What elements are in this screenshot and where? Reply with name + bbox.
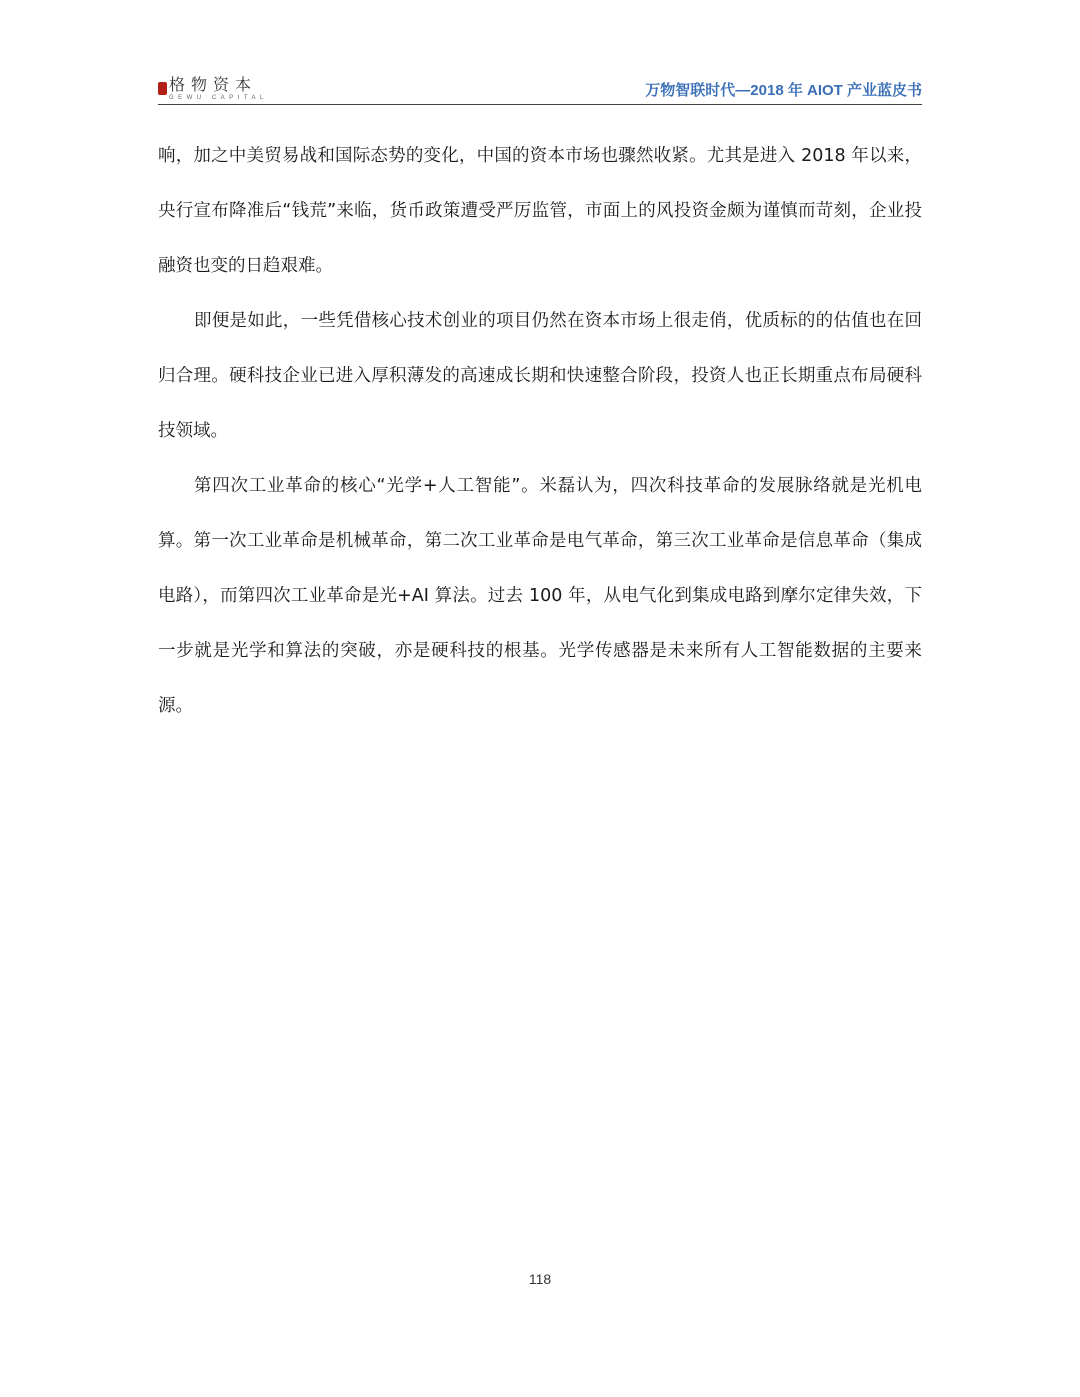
company-logo	[158, 76, 268, 102]
page-number: 118	[528, 1271, 552, 1287]
paragraph: 第四次工业革命的核心“光学+人工智能”。米磊认为，四次科技革命的发展脉络就是光机电算。第一次工业革命是机械革命，第二次工业革命是电气革命，第三次工业革命是信息革命（集成电路），而第四次工业革命是光+AI 算法。过去 100 年，从电气化到集成电路到摩尔定律失效，下一步就是光学和算法的突破，亦是硬科技的根基。光学传感器是未来所有人工智能数据的主要来源。	[158, 476, 922, 716]
logo-seal-icon	[158, 82, 167, 95]
page-header	[158, 70, 922, 105]
paragraph-continued: 响，加之中美贸易战和国际态势的变化，中国的资本市场也骤然收紧。尤其是进入 2018 年以来，央行宣布降准后“钱荒”来临，货币政策遭受严厉监管，市面上的风投资金颇为谨慎而苛刻，企业投融资也变的日趋艰难。	[158, 146, 922, 276]
document-title: 万物智联时代—2018 年 AIOT 产业蓝皮书	[645, 82, 922, 99]
page-body	[158, 129, 922, 734]
paragraph: 即便是如此，一些凭借核心技术创业的项目仍然在资本市场上很走俏，优质标的的估值也在回归合理。硬科技企业已进入厚积薄发的高速成长期和快速整合阶段，投资人也正长期重点布局硬科技领域。	[158, 311, 922, 441]
logo-subtitle: GEWU CAPITAL	[169, 95, 268, 101]
logo-name: 格物资本	[169, 75, 258, 94]
logo-text	[169, 76, 268, 102]
